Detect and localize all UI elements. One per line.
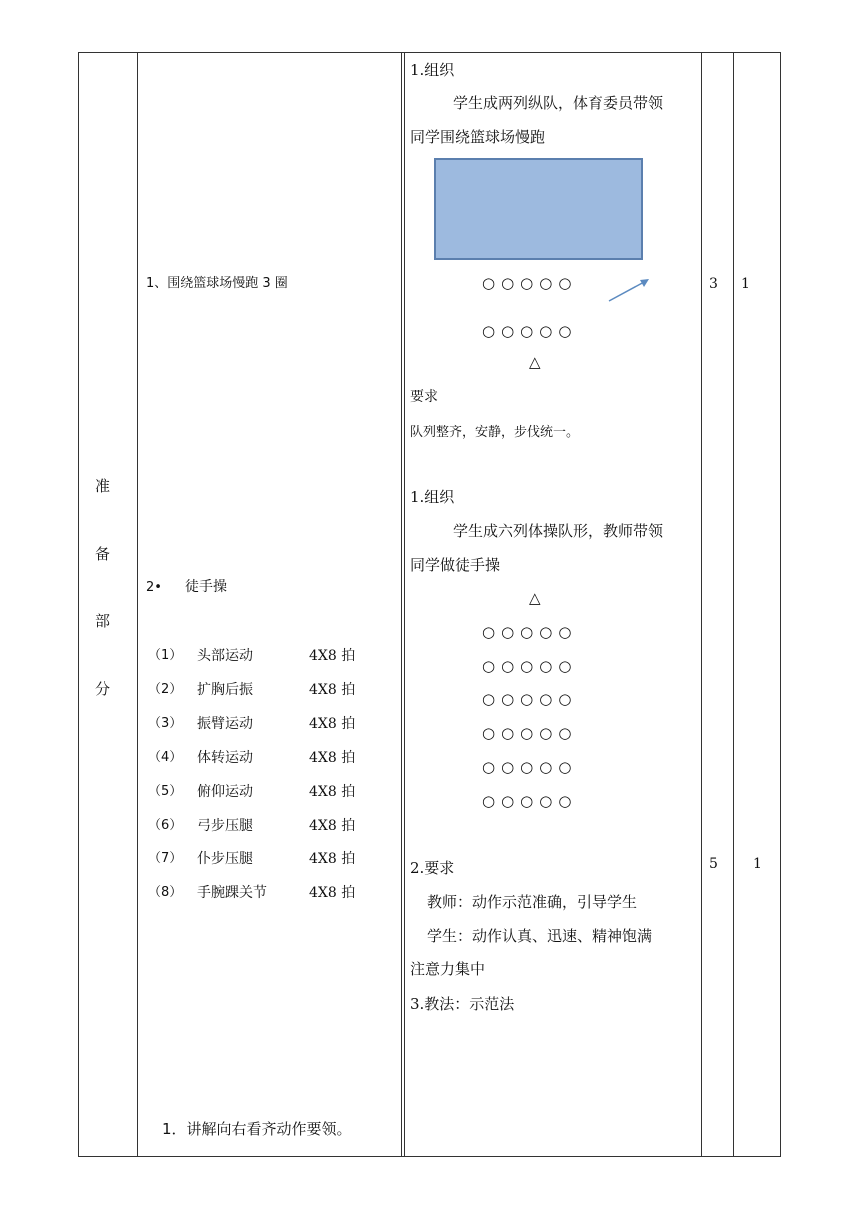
exercise-number: （8） (148, 885, 183, 900)
org2-line2: 同学做徒手操 (410, 556, 501, 574)
gymnastics-formation-row-4: ○○○○○ (482, 724, 578, 742)
req2-student: 学生：动作认真、迅速、精神饱满 (427, 927, 653, 945)
content-item-3: 1．讲解向右看齐动作要领。 (162, 1120, 352, 1138)
req2-student-cont: 注意力集中 (410, 960, 486, 978)
exercise-name: 体转运动 (197, 750, 253, 766)
org1-line1: 学生成两列纵队，体育委员带领 (453, 94, 664, 112)
exercise-name: 头部运动 (197, 648, 253, 664)
content-item-2-number: 2• (146, 580, 162, 595)
count-row-2: 1 (753, 856, 762, 872)
col-border-3b (404, 52, 405, 1157)
exercise-name: 弓步压腿 (197, 818, 253, 834)
teacher-position-icon: △ (529, 353, 541, 371)
exercise-beats: 4X8 拍 (309, 851, 356, 867)
exercise-beats: 4X8 拍 (309, 885, 356, 901)
req1-text: 队列整齐，安静，步伐统一。 (410, 425, 580, 440)
exercise-name: 俯仰运动 (197, 784, 253, 800)
exercise-number: （4） (148, 750, 183, 765)
count-row-1: 1 (741, 276, 750, 292)
teacher-position-icon-2: △ (529, 589, 541, 607)
gymnastics-formation-row-5: ○○○○○ (482, 758, 578, 776)
org1-line2: 同学围绕篮球场慢跑 (410, 128, 546, 146)
exercise-name: 手腕踝关节 (197, 885, 267, 901)
col-border-4 (701, 52, 702, 1157)
exercise-beats: 4X8 拍 (309, 784, 356, 800)
time-row-2: 5 (709, 856, 718, 872)
org2-title: 1.组织 (410, 488, 455, 506)
time-row-1: 3 (709, 276, 718, 292)
exercise-beats: 4X8 拍 (309, 818, 356, 834)
exercise-number: （6） (148, 818, 183, 833)
table-bottom-border (78, 1156, 781, 1157)
col-border-6 (780, 52, 781, 1157)
exercise-name: 扩胸后振 (197, 682, 253, 698)
col-border-1 (78, 52, 79, 1157)
req2-teacher: 教师：动作示范准确，引导学生 (427, 893, 638, 911)
column-formation-row-1: ○○○○○ (482, 274, 578, 292)
content-item-2-title: 徒手操 (185, 579, 227, 595)
teaching-method: 3.教法：示范法 (410, 995, 515, 1013)
gymnastics-formation-row-1: ○○○○○ (482, 623, 578, 641)
exercise-number: （3） (148, 716, 183, 731)
exercise-number: （5） (148, 784, 183, 799)
gymnastics-formation-row-3: ○○○○○ (482, 690, 578, 708)
exercise-number: （2） (148, 682, 183, 697)
org1-title: 1.组织 (410, 61, 455, 79)
org2-line1: 学生成六列体操队形，教师带领 (453, 522, 664, 540)
basketball-court-shape (434, 158, 643, 260)
col-border-2 (137, 52, 138, 1157)
col-border-3 (401, 52, 402, 1157)
gymnastics-formation-row-2: ○○○○○ (482, 657, 578, 675)
exercise-beats: 4X8 拍 (309, 648, 356, 664)
section-label-char-3: 部 (95, 612, 111, 630)
column-formation-row-2: ○○○○○ (482, 322, 578, 340)
table-top-border (78, 52, 781, 53)
gymnastics-formation-row-6: ○○○○○ (482, 792, 578, 810)
exercise-beats: 4X8 拍 (309, 682, 356, 698)
running-direction-arrow-icon (606, 276, 652, 304)
exercise-beats: 4X8 拍 (309, 716, 356, 732)
content-item-1: 1、围绕篮球场慢跑 3 圈 (146, 276, 288, 291)
exercise-number: （1） (148, 648, 183, 663)
req1-title: 要求 (410, 389, 438, 405)
exercise-name: 仆步压腿 (197, 851, 253, 867)
exercise-beats: 4X8 拍 (309, 750, 356, 766)
exercise-number: （7） (148, 851, 183, 866)
req2-title: 2.要求 (410, 859, 455, 877)
col-border-5 (733, 52, 734, 1157)
section-label-char-2: 备 (95, 545, 111, 563)
section-label-char-1: 准 (95, 477, 111, 495)
section-label-char-4: 分 (95, 680, 111, 698)
exercise-name: 振臂运动 (197, 716, 253, 732)
